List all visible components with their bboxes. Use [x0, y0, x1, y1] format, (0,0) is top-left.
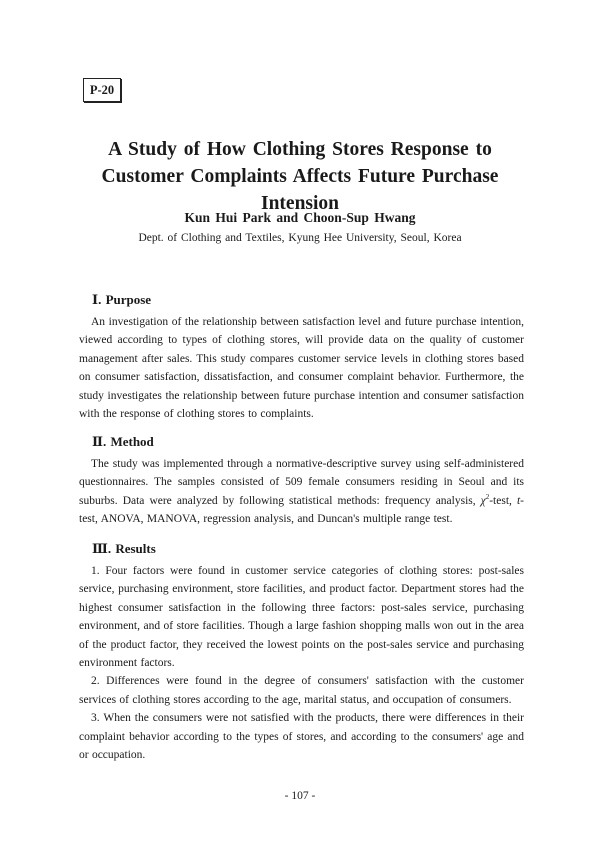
- results-item-2: 2. Differences were found in the degree of consumers' satisfaction with the customer services of clothing stores according to the age, marital status, and occupation of consumers.: [79, 675, 524, 706]
- method-text-before: The study was implemented through a normative-descriptive survey using self-administered questionnaires. The samples consisted of 509 female consumers residing in Seoul and its suburbs. Data were analyzed by following statistical methods: frequency analysis,: [79, 458, 524, 507]
- section-method: [79, 434, 524, 529]
- authors: Kun Hui Park and Choon-Sup Hwang: [184, 210, 416, 225]
- section-heading-purpose: Ⅰ. Purpose: [92, 292, 152, 307]
- section-results: [79, 541, 524, 764]
- title-line-1: A Study of How Clothing Stores Response to: [108, 139, 492, 160]
- section-purpose: [79, 292, 524, 423]
- section-heading-results: Ⅲ. Results: [92, 541, 156, 556]
- affiliation: Dept. of Clothing and Textiles, Kyung Hee University, Seoul, Korea: [138, 232, 462, 244]
- paper-title: [60, 136, 540, 217]
- poster-id-badge: P-20: [83, 78, 121, 102]
- page-number: - 107 -: [284, 790, 316, 802]
- purpose-paragraph: An investigation of the relationship between satisfaction level and future purchase intention, viewed according to types of clothing stores, will provide data on the quality of customer management after sales. This study compares customer service levels in clothing stores based on consumer satisfaction, dissatisfaction, and consumer complaint behavior. Furthermore, the study investigates the relationship between future purchase intention and consumer satisfaction with the response of clothing stores to complaints.: [79, 316, 524, 421]
- t-test-symbol: t: [516, 494, 521, 507]
- title-line-2: Customer Complaints Affects Future Purchase Intension: [101, 166, 499, 214]
- method-text-mid: -test,: [489, 494, 517, 507]
- results-item-1: 1. Four factors were found in customer service categories of clothing stores: post-sales service, purchasing environment, store facilities, and product factor. Department stores had the highest consumer satisfaction in the following three factors: post-sales service, purchasing environment, and of store facilities. Though a large fashion shopping malls won out in the area of the product factor, they received the lowest points on the post-sales service and purchasing environment factors.: [79, 565, 524, 670]
- chi-square-symbol: χ: [480, 494, 486, 507]
- section-heading-method: Ⅱ. Method: [92, 434, 154, 449]
- chi-square-superscript: 2: [485, 492, 490, 501]
- results-item-3: 3. When the consumers were not satisfied with the products, there were differences in their complaint behavior according to the types of stores, and according to the consumers' age and or occupation.: [79, 712, 524, 762]
- method-paragraph: [79, 455, 524, 529]
- method-text-after: -test, ANOVA, MANOVA, regression analysis, and Duncan's multiple range test.: [79, 494, 524, 526]
